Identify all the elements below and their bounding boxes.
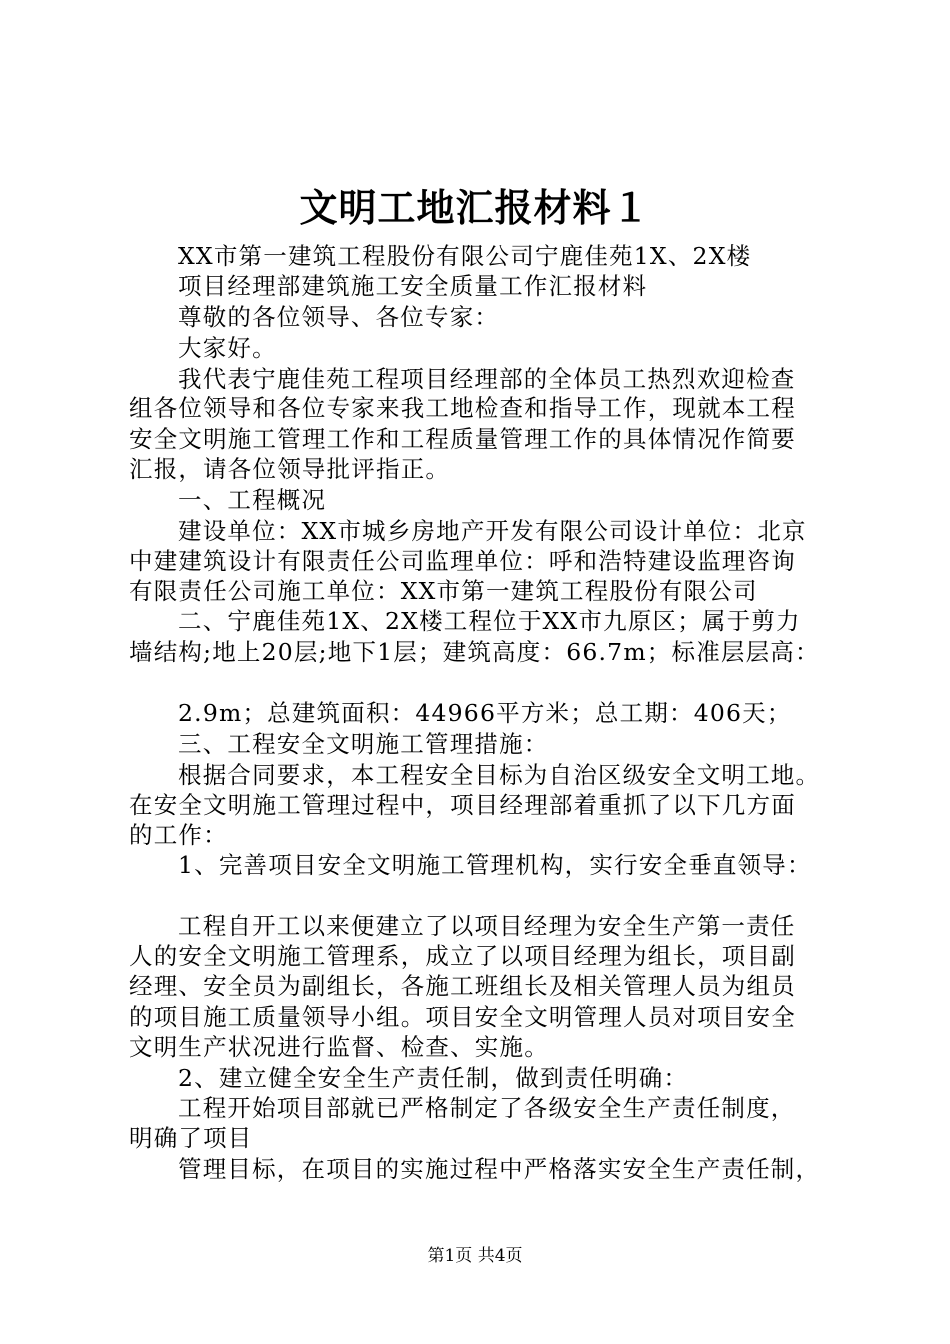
section-heading: 一、工程概况 <box>178 486 327 514</box>
text-line: 中建建筑设计有限责任公司监理单位：呼和浩特建设监理咨询 <box>129 547 796 575</box>
text-line: 墙结构;地上20层;地下1层；建筑高度：66.7m；标准层层高： <box>129 638 820 666</box>
section-heading: 三、工程安全文明施工管理措施： <box>178 730 549 758</box>
subsection-heading: 1、完善项目安全文明施工管理机构，实行安全垂直领导： <box>178 851 812 879</box>
text-line: 组各位领导和各位专家来我工地检查和指导工作，现就本工程 <box>129 394 796 422</box>
text-line: 2.9m；总建筑面积：44966平方米；总工期：406天； <box>178 699 792 727</box>
text-line: 我代表宁鹿佳苑工程项目经理部的全体员工热烈欢迎检查 <box>178 365 796 393</box>
text-line: 的项目施工质量领导小组。项目安全文明管理人员对项目安全 <box>129 1003 796 1031</box>
text-line: 在安全文明施工管理过程中，项目经理部着重抓了以下几方面 <box>129 791 796 819</box>
text-line: 经理、安全员为副组长，各施工班组长及相关管理人员为组员 <box>129 972 796 1000</box>
text-line: 文明生产状况进行监督、检查、实施。 <box>129 1033 549 1061</box>
text-line: 管理目标，在项目的实施过程中严格落实安全生产责任制， <box>178 1155 821 1183</box>
text-line: 二、宁鹿佳苑1X、2X楼工程位于XX市九原区；属于剪力 <box>178 607 801 635</box>
text-line: 工程自开工以来便建立了以项目经理为安全生产第一责任 <box>178 912 796 940</box>
text-line: XX市第一建筑工程股份有限公司宁鹿佳苑1X、2X楼 <box>178 242 752 270</box>
text-line: 明确了项目 <box>129 1124 253 1152</box>
text-line: 人的安全文明施工管理系，成立了以项目经理为组长，项目副 <box>129 942 796 970</box>
text-line: 建设单位：XX市城乡房地产开发有限公司设计单位：北京 <box>178 517 807 545</box>
subsection-heading: 2、建立健全安全生产责任制，做到责任明确： <box>178 1064 689 1092</box>
text-line: 的工作： <box>129 821 228 849</box>
text-line: 大家好。 <box>178 334 277 362</box>
document-title: 文明工地汇报材料１ <box>299 185 651 230</box>
text-line: 汇报，请各位领导批评指正。 <box>129 455 451 483</box>
text-line: 根据合同要求，本工程安全目标为自治区级安全文明工地。 <box>178 761 821 789</box>
page-footer: 第1页 共4页 <box>427 1246 523 1266</box>
text-line: 工程开始项目部就已严格制定了各级安全生产责任制度， <box>178 1094 796 1122</box>
text-line: 项目经理部建筑施工安全质量工作汇报材料 <box>178 272 648 300</box>
text-line: 尊敬的各位领导、各位专家： <box>178 303 500 331</box>
text-line: 有限责任公司施工单位：XX市第一建筑工程股份有限公司 <box>129 577 758 605</box>
text-line: 安全文明施工管理工作和工程质量管理工作的具体情况作简要 <box>129 425 796 453</box>
